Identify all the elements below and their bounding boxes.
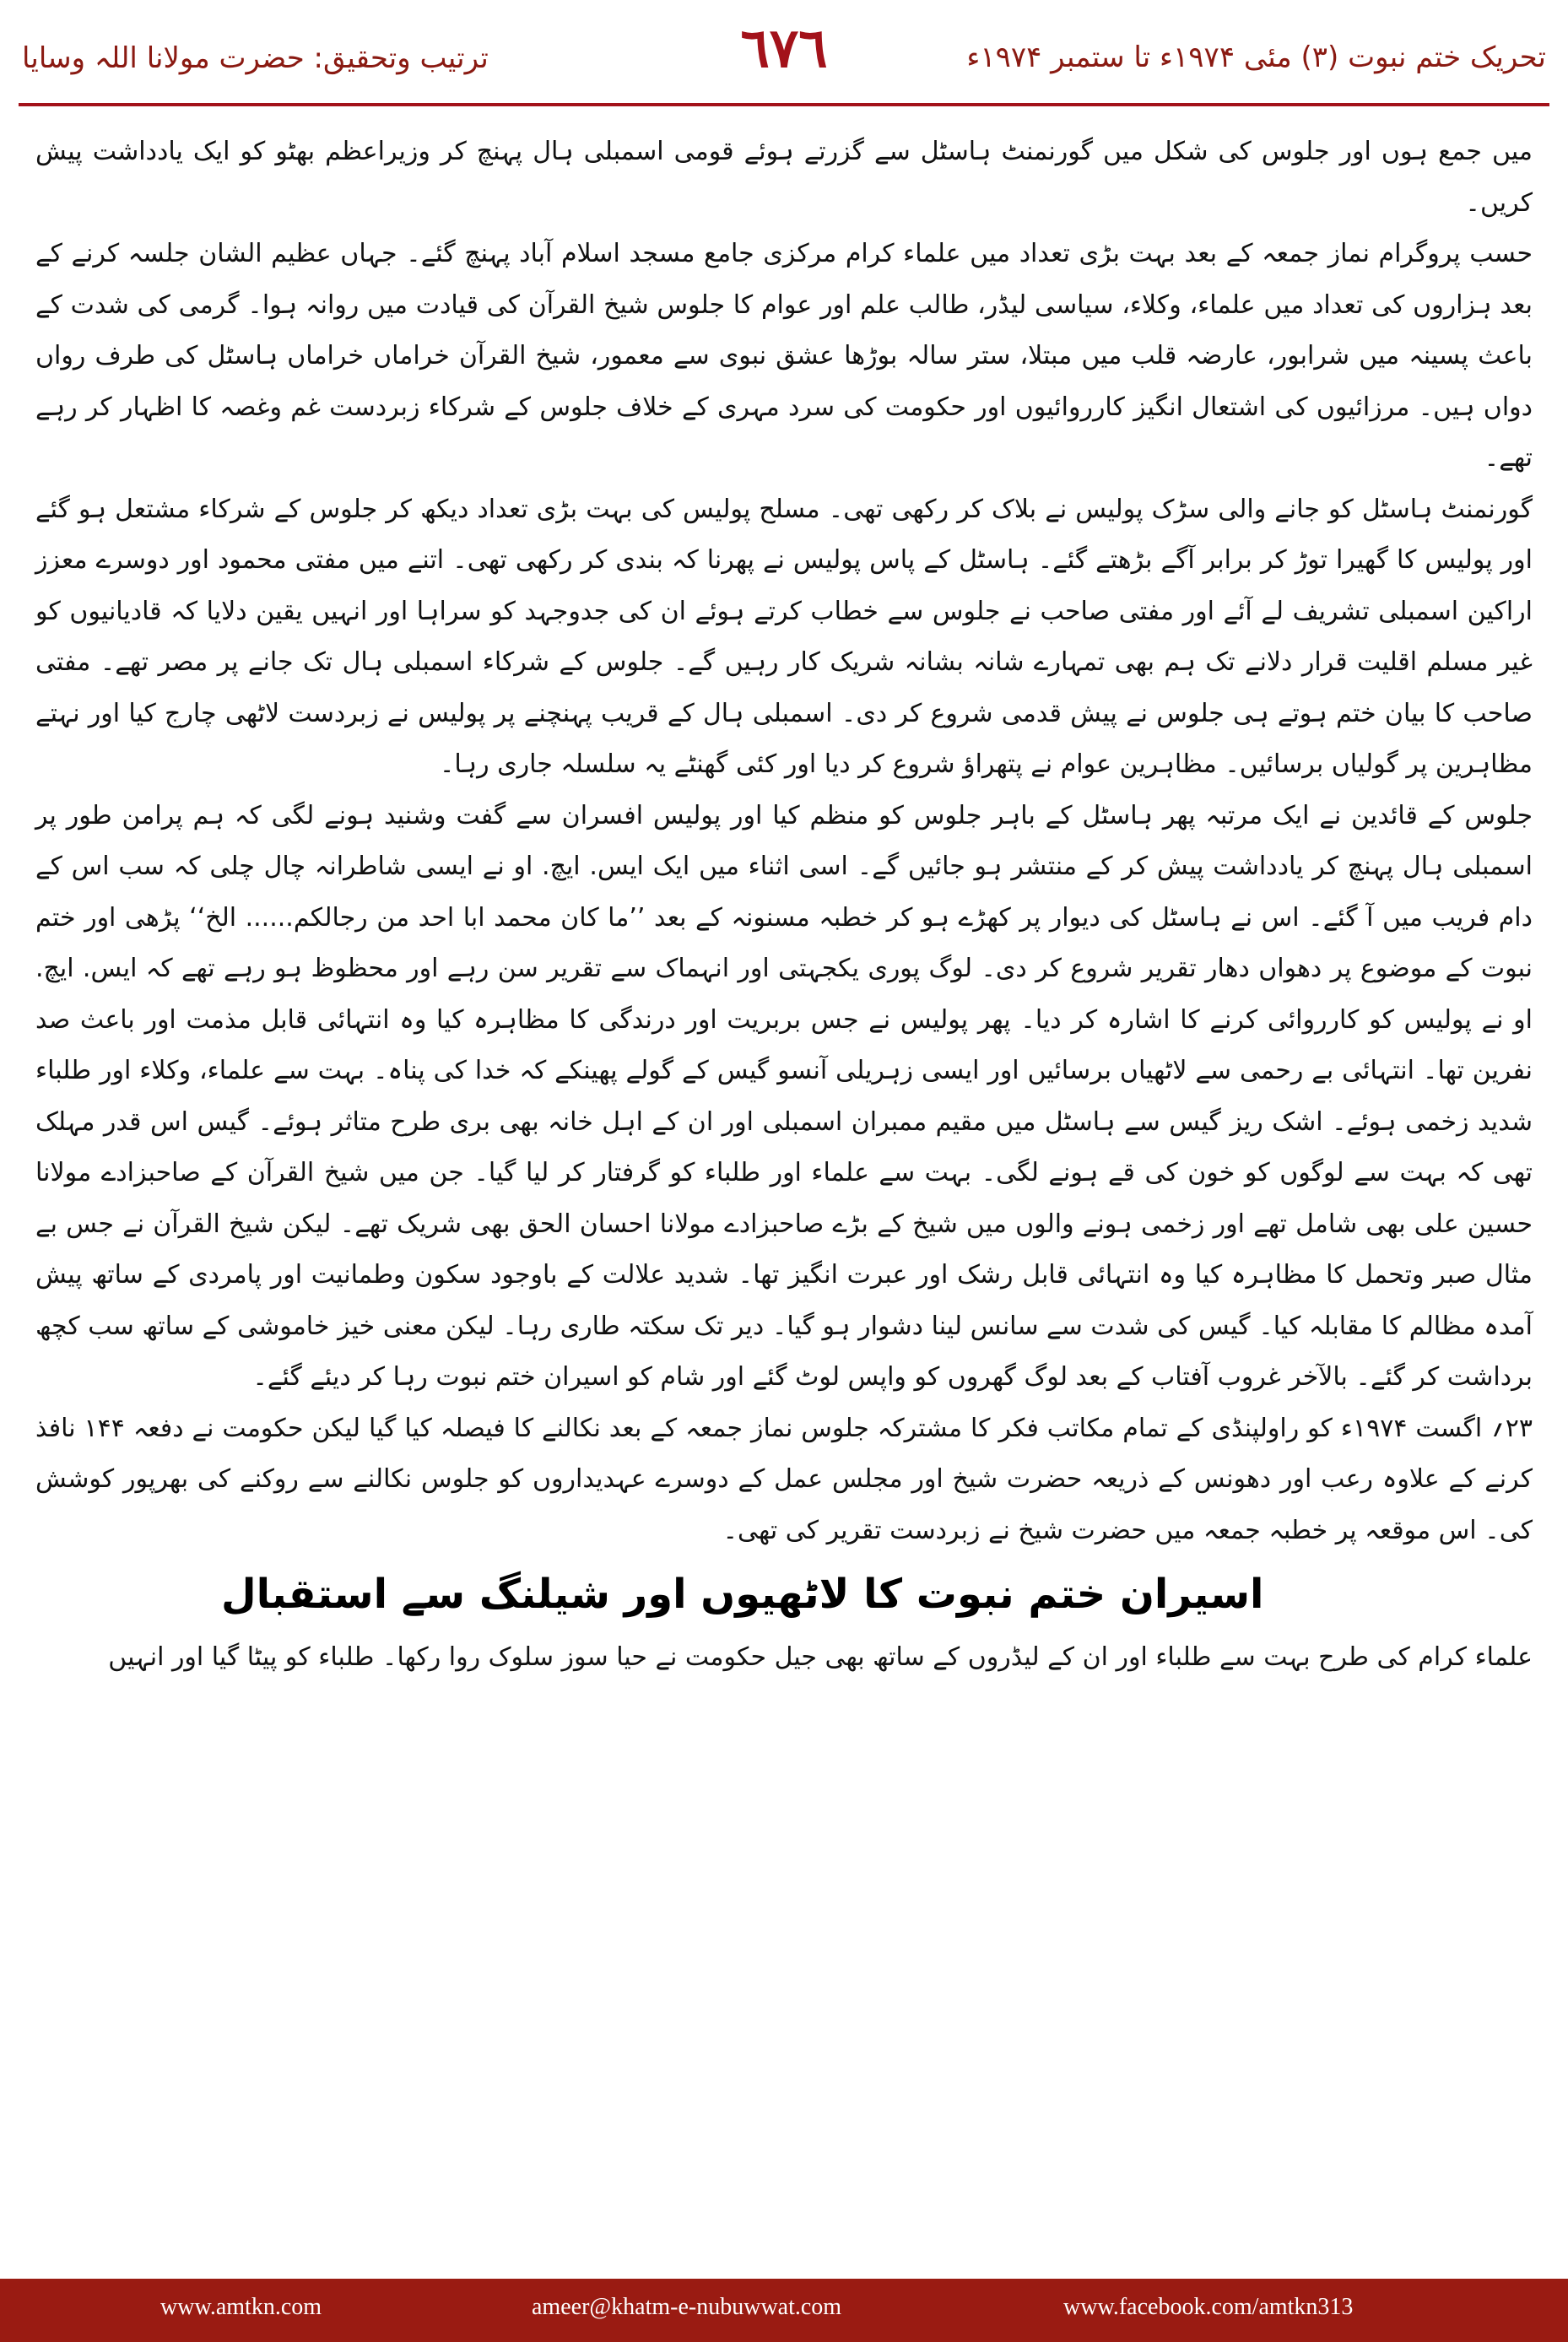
page-header xyxy=(0,0,1568,118)
page-body xyxy=(35,127,1533,1684)
website-link[interactable]: www.amtkn.com xyxy=(160,2294,322,2320)
facebook-link[interactable]: www.facebook.com/amtkn313 xyxy=(1063,2294,1354,2320)
paragraph: علماء کرام کی طرح بہت سے طلباء اور ان کے لیڈروں کے ساتھ بھی جیل حکومت نے حیا سوز سلوک روا رکھا۔ طلباء کو پیٹا گیا اور انہیں xyxy=(108,1642,1533,1672)
header-divider xyxy=(19,103,1549,106)
paragraph: ۲۳؍ اگست ۱۹۷۴ء کو راولپنڈی کے تمام مکاتب فکر کا مشترکہ جلوس نماز جمعہ کے بعد نکالنے کا فیصلہ کیا گیا لیکن حکومت نے دفعہ ۱۴۴ نافذ کرنے کے علاوہ رعب اور دھونس کے ذریعہ حضرت شیخ اور مجلس عمل کے دوسرے عہدیداروں کو جلوس نکالنے سے روکنے کی بھرپور کوشش کی۔ اس موقعہ پر خطبہ جمعہ میں حضرت شیخ نے زبردست تقریر کی تھی۔ xyxy=(35,1413,1533,1545)
email-link[interactable]: ameer@khatm-e-nubuwwat.com xyxy=(532,2294,842,2320)
section-heading: اسیران ختم نبوت کا لاٹھیوں اور شیلنگ سے استقبال xyxy=(221,1571,1264,1618)
book-title: تحریک ختم نبوت (۳) مئی ۱۹۷۴ء تا ستمبر ۱۹۷۴ء xyxy=(966,41,1546,74)
compiler-credit: ترتیب وتحقیق: حضرت مولانا اللہ وسایا xyxy=(22,41,489,75)
page-footer xyxy=(0,2279,1568,2342)
paragraph: جلوس کے قائدین نے ایک مرتبہ پھر ہاسٹل کے باہر جلوس کو منظم کیا اور پولیس افسران سے گفت وشنید ہونے لگی کہ ہم پرامن طور پر اسمبلی ہال پہنچ کر یادداشت پیش کر کے منتشر ہو جائیں گے۔ اسی اثناء میں ایک ایس. ایچ. او نے ایسی شاطرانہ چال چلی کہ سب اس کے دام فریب میں آ گئے۔ اس نے ہاسٹل کی دیوار پر کھڑے ہو کر خطبہ مسنونہ کے بعد ’’ما کان محمد ابا احد من رجالکم...... الخ‘‘ پڑھی اور ختم نبوت کے موضوع پر دھواں دھار تقریر شروع کر دی۔ لوگ پوری یکجہتی اور انہماک سے تقریر سن رہے اور محظوظ ہو رہے تھے کہ ایس. ایچ. او نے پولیس کو کارروائی کرنے کا اشارہ کر دیا۔ پھر پولیس نے جس بربریت اور درندگی کا مظاہرہ کیا وہ انتہائی قابل مذمت اور باعث صد نفرین تھا۔ انتہائی بے رحمی سے لاٹھیاں برسائیں اور ایسی زہریلی آنسو گیس کے گولے پھینکے کہ خدا کی پناہ۔ بہت سے علماء، وکلاء اور طلباء شدید زخمی ہوئے۔ اشک ریز گیس سے ہاسٹل میں مقیم ممبران اسمبلی اور ان کے اہل خانہ بھی بری طرح متاثر ہوئے۔ گیس اس قدر مہلک تھی کہ بہت سے لوگوں کو خون کی قے ہونے لگی۔ بہت سے علماء اور طلباء کو گرفتار کر لیا گیا۔ جن میں شیخ القرآن کے صاحبزادے مولانا حسین علی بھی شامل تھے اور زخمی ہونے والوں میں شیخ کے بڑے صاحبزادے مولانا احسان الحق بھی شریک تھے۔ لیکن شیخ القرآن نے جس بے مثال صبر وتحمل کا مظاہرہ کیا وہ انتہائی قابل رشک اور عبرت انگیز تھا۔ شدید علالت کے باوجود سکون وطمانیت اور پامردی کے ساتھ پیش آمدہ مظالم کا مقابلہ کیا۔ گیس کی شدت سے سانس لینا دشوار ہو گیا۔ دیر تک سکتہ طاری رہا۔ لیکن معنی خیز خاموشی کے ساتھ سب کچھ برداشت کر گئے۔ بالآخر غروب آفتاب کے بعد لوگ گھروں کو واپس لوٹ گئے اور شام کو اسیران ختم نبوت رہا کر دیئے گئے۔ xyxy=(35,800,1533,1392)
page-number: ٦٧٦ xyxy=(740,17,828,80)
paragraph: گورنمنٹ ہاسٹل کو جانے والی سڑک پولیس نے بلاک کر رکھی تھی۔ مسلح پولیس کی بہت بڑی تعداد دیکھ کر جلوس کے شرکاء مشتعل ہو گئے اور پولیس کا گھیرا توڑ کر برابر آگے بڑھتے گئے۔ ہاسٹل کے پاس پولیس نے پھرنا کہ بندی کر رکھی تھی۔ اتنے میں مفتی محمود اور دوسرے معزز اراکین اسمبلی تشریف لے آئے اور مفتی صاحب نے جلوس سے خطاب کرتے ہوئے ان کی جدوجہد کو سراہا اور انہیں یقین دلایا کہ قادیانیوں کو غیر مسلم اقلیت قرار دلانے تک ہم بھی تمہارے شانہ بشانہ شریک کار رہیں گے۔ جلوس کے شرکاء اسمبلی ہال تک جانے پر مصر تھے۔ مفتی صاحب کا بیان ختم ہوتے ہی جلوس نے پیش قدمی شروع کر دی۔ اسمبلی ہال کے قریب پہنچنے پر پولیس نے زبردست لاٹھی چارج کیا اور نہتے مظاہرین پر گولیاں برسائیں۔ مظاہرین عوام نے پتھراؤ شروع کر دیا اور کئی گھنٹے یہ سلسلہ جاری رہا۔ xyxy=(35,494,1533,779)
paragraph: حسب پروگرام نماز جمعہ کے بعد بہت بڑی تعداد میں علماء کرام مرکزی جامع مسجد اسلام آباد پہنچ گئے۔ جہاں عظیم الشان جلسہ کرنے کے بعد ہزاروں کی تعداد میں علماء، وکلاء، سیاسی لیڈر، طالب علم اور عوام کا جلوس شیخ القرآن کی قیادت میں روانہ ہوا۔ گرمی کی شدت کے باعث پسینہ میں شرابور، عارضہ قلب میں مبتلا، ستر سالہ بوڑھا عشق نبوی سے معمور، شیخ القرآن خراماں خراماں ہاسٹل کی طرف رواں دواں ہیں۔ مرزائیوں کی اشتعال انگیز کارروائیوں اور حکومت کی سرد مہری کے خلاف جلوس کے شرکاء زبردست غم وغصہ کا اظہار کر رہے تھے۔ xyxy=(35,239,1533,473)
paragraph: میں جمع ہوں اور جلوس کی شکل میں گورنمنٹ ہاسٹل سے گزرتے ہوئے قومی اسمبلی ہال پہنچ کر وزیراعظم بھٹو کو ایک یادداشت پیش کریں۔ xyxy=(35,137,1533,218)
